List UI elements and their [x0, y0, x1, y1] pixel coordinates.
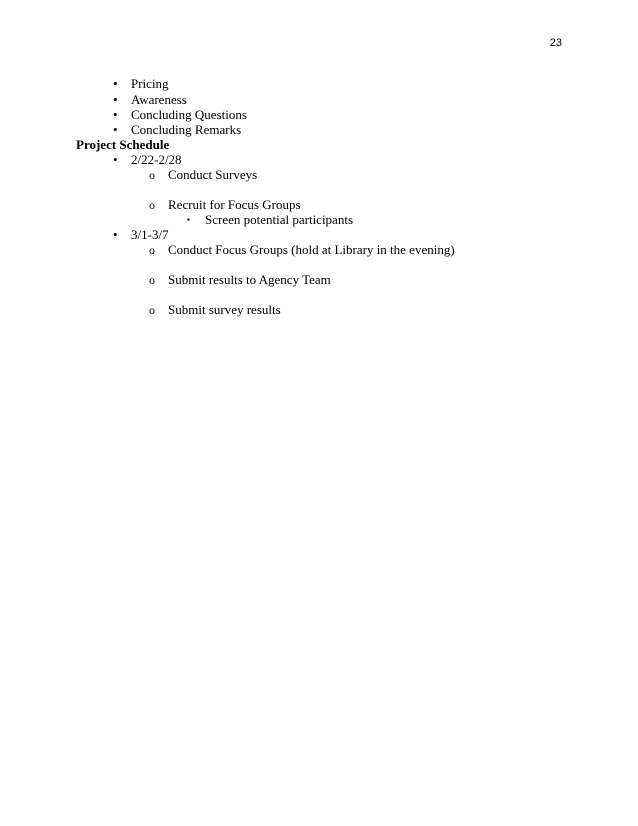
- bullet-circle-icon: o: [149, 273, 155, 287]
- week-label: 3/1-3/7: [131, 227, 169, 242]
- bullet-circle-icon: o: [149, 303, 155, 317]
- list-item: Concluding Remarks: [131, 122, 242, 137]
- list-item: Awareness: [131, 92, 187, 107]
- task-item: Conduct Focus Groups (hold at Library in the evening): [168, 242, 455, 257]
- bullet-circle-icon: o: [149, 243, 155, 257]
- task-item: Submit results to Agency Team: [168, 272, 331, 287]
- list-item: Pricing: [131, 76, 169, 91]
- subtask-item: Screen potential participants: [205, 212, 354, 227]
- list-item: Concluding Questions: [131, 107, 247, 122]
- bullet-disc-icon: •: [113, 92, 118, 107]
- bullet-disc-icon: •: [113, 76, 118, 91]
- page-number: 23: [549, 37, 562, 49]
- week-label: 2/22-2/28: [131, 152, 182, 167]
- task-item: Recruit for Focus Groups: [168, 197, 301, 212]
- bullet-disc-icon: •: [113, 107, 118, 122]
- bullet-disc-icon: •: [113, 122, 118, 137]
- bullet-disc-icon: •: [113, 152, 118, 167]
- bullet-disc-icon: •: [113, 227, 118, 242]
- bullet-circle-icon: o: [149, 198, 155, 212]
- section-heading: Project Schedule: [76, 137, 170, 152]
- task-item: Submit survey results: [168, 302, 281, 317]
- bullet-circle-icon: o: [149, 168, 155, 182]
- bullet-square-icon: ▪: [187, 215, 190, 224]
- task-item: Conduct Surveys: [168, 167, 258, 182]
